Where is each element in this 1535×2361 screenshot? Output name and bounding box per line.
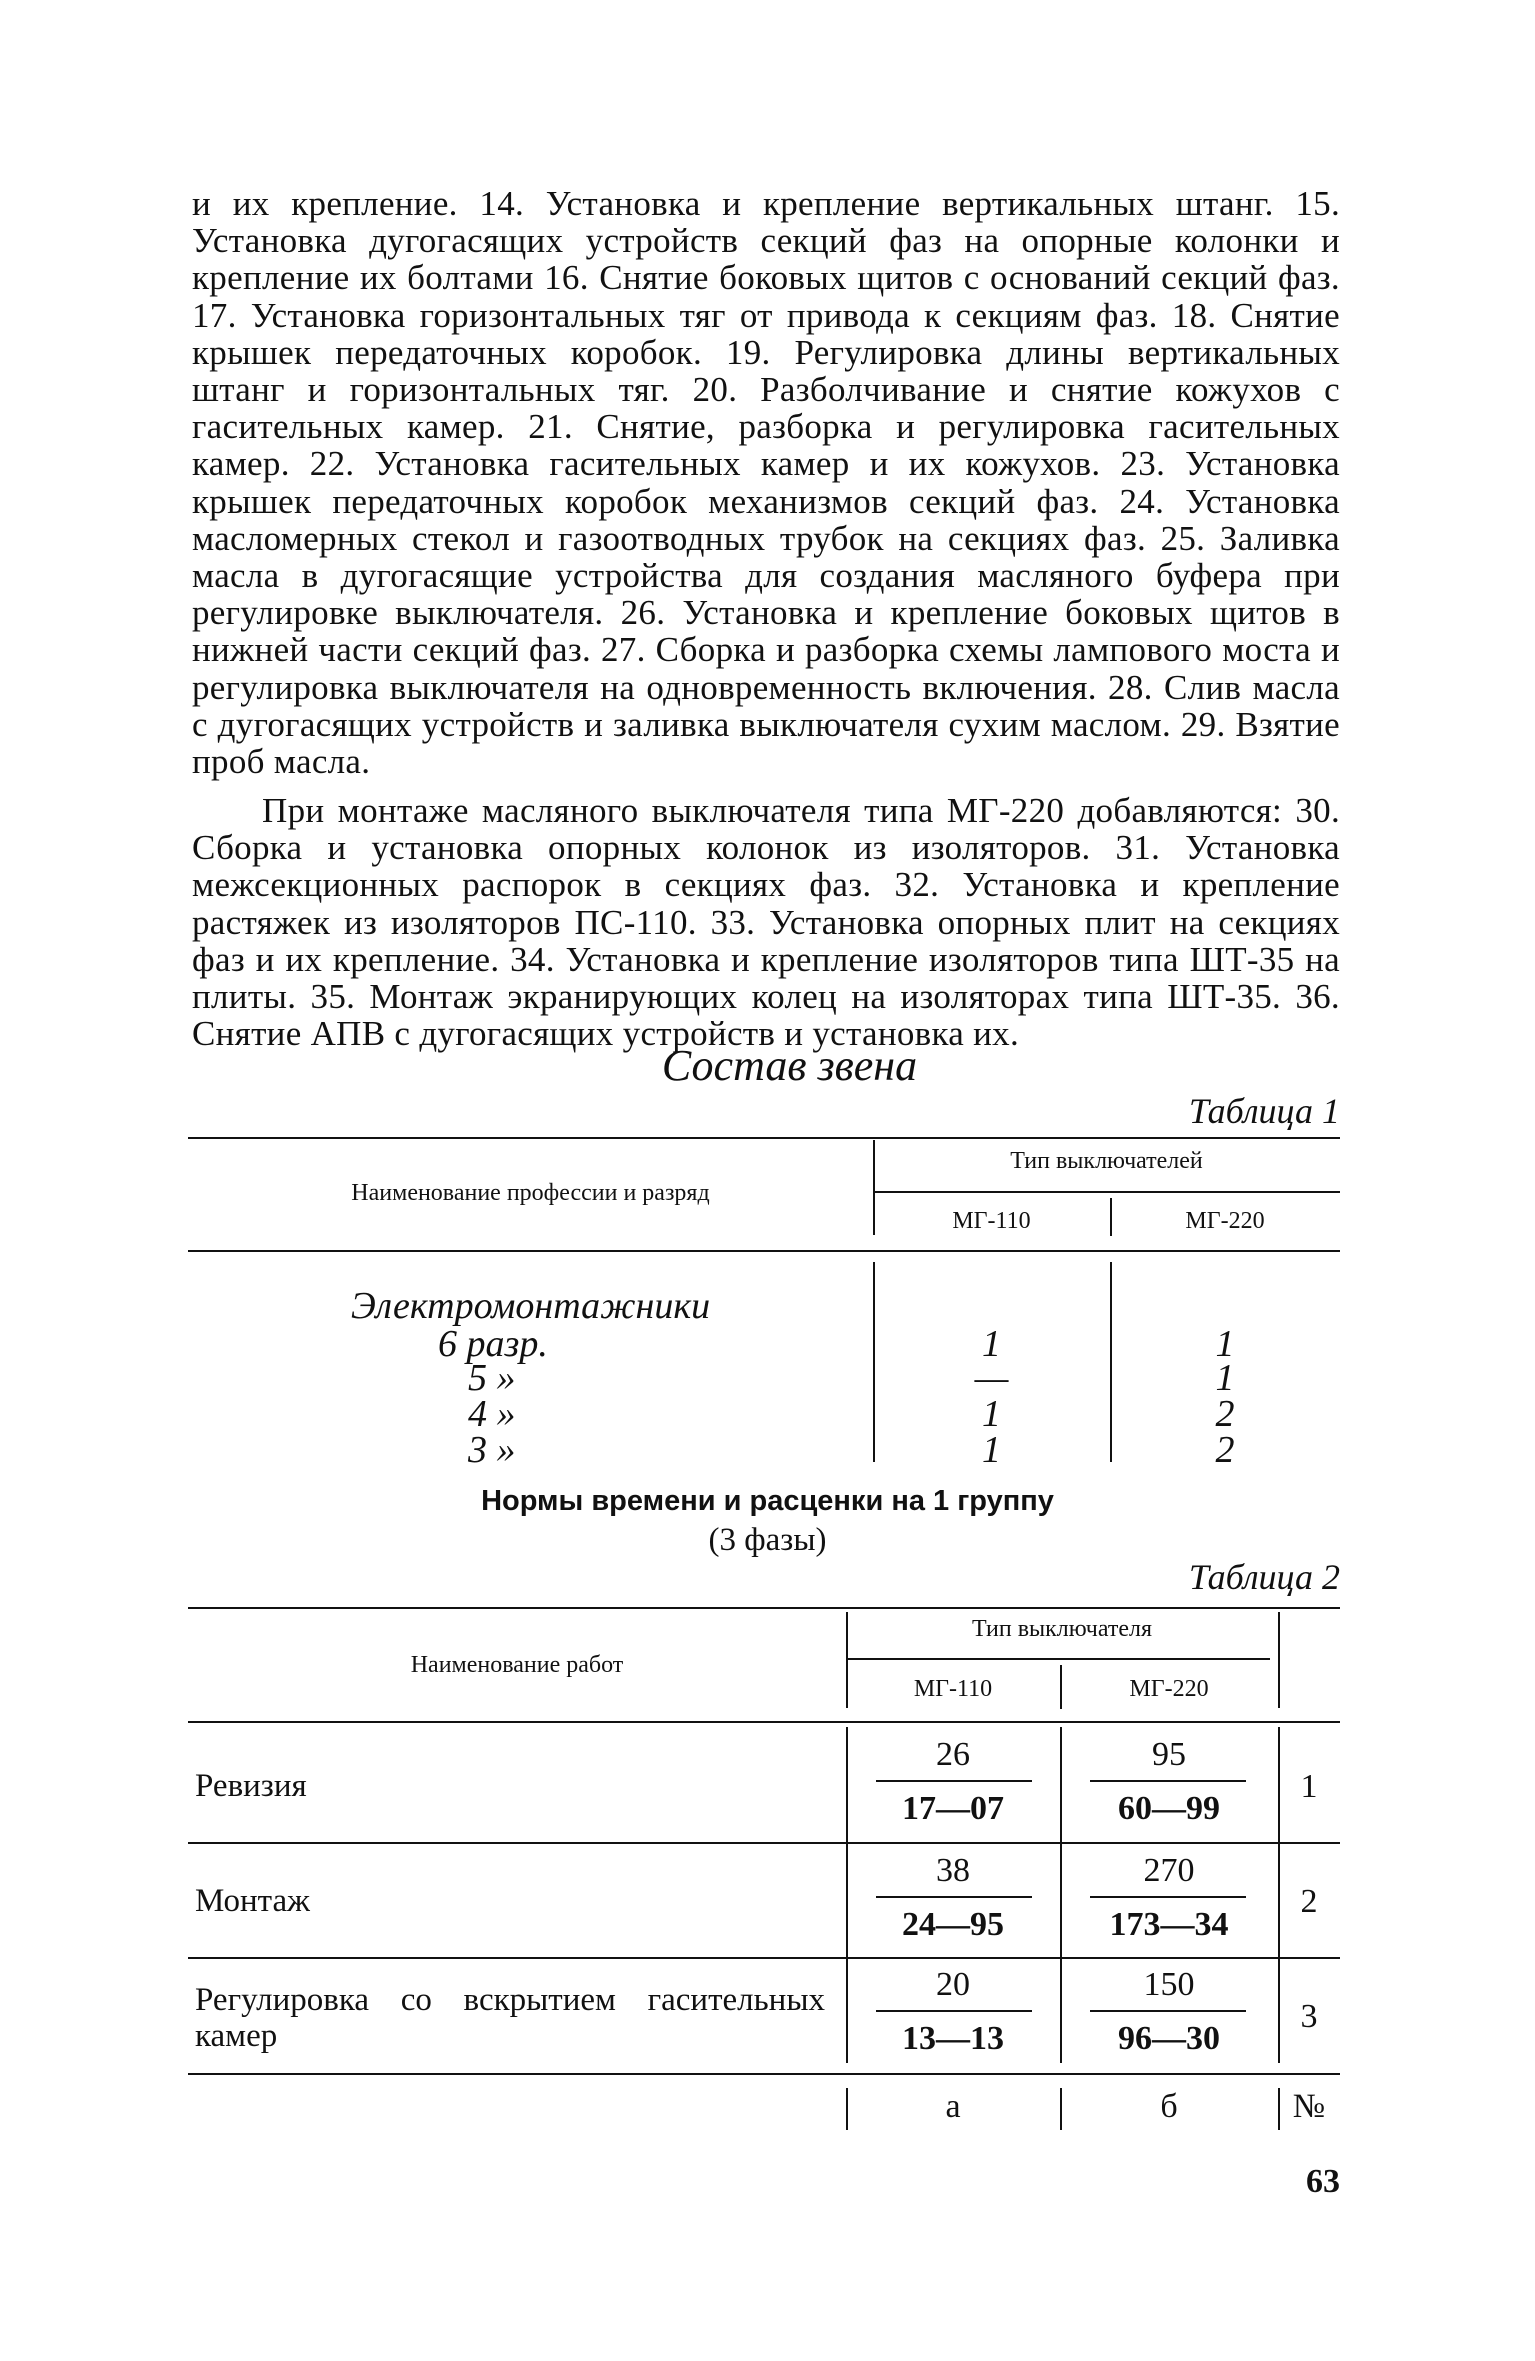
- table2-price-a: 13—13: [902, 2020, 1004, 2057]
- table1-col-group: Тип выключателей: [1010, 1148, 1203, 1174]
- table2-col-a: МГ-110: [913, 1676, 993, 1702]
- table1-row-label: 4 »: [468, 1393, 516, 1435]
- table2-time-b: 95: [1152, 1736, 1186, 1773]
- table2-divider: [1060, 1727, 1062, 2063]
- paragraph-mg220-additions: При монтаже масляного выключателя типа МГ-220 добавляются: 30. Сборка и установка опорных колонок из изоляторов. 31. Установка межсекционных распорок в секциях фаз. 32. Установка и крепление растяжек из изоляторов ПС-110. 33. Установка опорных плит на секциях фаз и их крепление. 34. Установка и крепление изоляторов типа ШТ-35 на плиты. 35. Монтаж экранирующих колец на изоляторах типа ШТ-35. 36. Снятие АПВ с дугогасящих устройств и установка их.: [192, 791, 1340, 1054]
- table2-row-no: 1: [1300, 1768, 1318, 1805]
- table2-time-a: 38: [936, 1852, 970, 1889]
- table2-col-group: Тип выключателя: [971, 1616, 1153, 1642]
- table1-caption: Таблица 1: [1188, 1091, 1340, 1131]
- fraction-bar: [1090, 2010, 1246, 2012]
- table1-row-label: 3 »: [468, 1429, 516, 1471]
- table2-time-b: 270: [1143, 1852, 1195, 1889]
- table1-col-a: МГ-110: [952, 1208, 1031, 1234]
- table1-col-name: Наименование профессии и разряд: [351, 1180, 710, 1206]
- table2-group-rule: [848, 1658, 1270, 1660]
- fraction-bar: [1090, 1896, 1246, 1898]
- table2-bottom-rule: [188, 2073, 1340, 2075]
- table1-group-label: Электромонтажники: [350, 1285, 711, 1327]
- table1-row-label: 6 разр.: [438, 1323, 548, 1365]
- table2-time-a: 26: [936, 1736, 970, 1773]
- table2-header-rule: [188, 1721, 1340, 1723]
- table1-row-label: 5 »: [468, 1357, 516, 1399]
- paragraph-operations-list: и их крепление. 14. Установка и крепление вертикальных штанг. 15. Установка дугогасящих устройств секций фаз на опорные колонки и крепление их болтами 16. Снятие боковых щитов с оснований секций фаз. 17. Установка горизонтальных тяг от привода к секциям фаз. 18. Снятие крышек передаточных коробок. 19. Регулировка длины вертикальных штанг и горизонтальных тяг. 20. Разболчивание и снятие кожухов с гасительных камер. 21. Снятие, разборка и регулировка гасительных камер. 22. Установка гасительных камер и их кожухов. 23. Установка крышек передаточных коробок механизмов секций фаз. 24. Установка масломерных стекол и газоотводных трубок на секциях фаз. 25. Заливка масла в дугогасящие устройства для создания масляного буфера при регулировке выключателя. 26. Установка и крепление боковых щитов в нижней части секций фаз. 27. Сборка и разборка схемы лампового моста и регулировка выключателя на одновременность включения. 28. Слив масла с дугогасящих устройств и заливка выключателя сухим маслом. 29. Взятие проб масла.: [192, 184, 1340, 782]
- table2-work-name: Ревизия: [195, 1768, 307, 1804]
- table2-price-a: 17—07: [902, 1790, 1004, 1827]
- table1-col-b: МГ-220: [1185, 1208, 1265, 1234]
- table1-cell-a: 1: [982, 1429, 1001, 1471]
- table2-footer-b: б: [1160, 2088, 1178, 2125]
- table2-price-b: 173—34: [1109, 1906, 1229, 1943]
- table2-subheading: (3 фазы): [708, 1522, 827, 1558]
- table2-price-b: 96—30: [1118, 2020, 1220, 2057]
- page-number: 63: [1306, 2163, 1340, 2200]
- table2-work-name: Регулировка со вскрытием гасительных камер: [195, 1982, 825, 2054]
- table2-top-rule: [188, 1607, 1340, 1609]
- table2-divider: [1278, 1612, 1280, 1708]
- table2-row-rule: [188, 1957, 1340, 1959]
- table2-heading: Нормы времени и расценки на 1 группу: [481, 1485, 1054, 1517]
- table1-cell-b: 1: [1215, 1323, 1235, 1365]
- table1-cell-a: 1: [982, 1393, 1001, 1435]
- fraction-bar: [876, 1896, 1032, 1898]
- table2-col-b: МГ-220: [1129, 1676, 1209, 1702]
- table2-time-b: 150: [1143, 1966, 1195, 2003]
- fraction-bar: [876, 2010, 1032, 2012]
- table1-top-rule: [188, 1137, 1340, 1139]
- table1-heading: Состав звена: [661, 1041, 918, 1090]
- table1-cell-a: 1: [982, 1323, 1001, 1365]
- table2-row-rule: [188, 1842, 1340, 1844]
- table2-footer-no: №: [1292, 2088, 1326, 2125]
- table1-cell-b: 2: [1215, 1393, 1235, 1435]
- fraction-bar: [1090, 1780, 1246, 1782]
- table1-cell-b: 2: [1215, 1429, 1235, 1471]
- table2-caption: Таблица 2: [1188, 1557, 1340, 1597]
- table1-group-rule: [873, 1191, 1340, 1193]
- table1-cell-a: —: [974, 1357, 1009, 1399]
- fraction-bar: [876, 1780, 1032, 1782]
- table2-col-name: Наименование работ: [410, 1652, 624, 1678]
- table2-work-name: Монтаж: [195, 1883, 310, 1919]
- table2-row-no: 2: [1300, 1883, 1318, 1920]
- table1-cell-b: 1: [1215, 1357, 1235, 1399]
- table2-divider: [846, 1727, 848, 2063]
- table2-price-a: 24—95: [902, 1906, 1004, 1943]
- table2-price-b: 60—99: [1118, 1790, 1220, 1827]
- table1-header-rule: [188, 1250, 1340, 1252]
- table2-time-a: 20: [936, 1966, 970, 2003]
- table2-row-no: 3: [1300, 1998, 1318, 2035]
- table2-footer-a: а: [945, 2088, 961, 2125]
